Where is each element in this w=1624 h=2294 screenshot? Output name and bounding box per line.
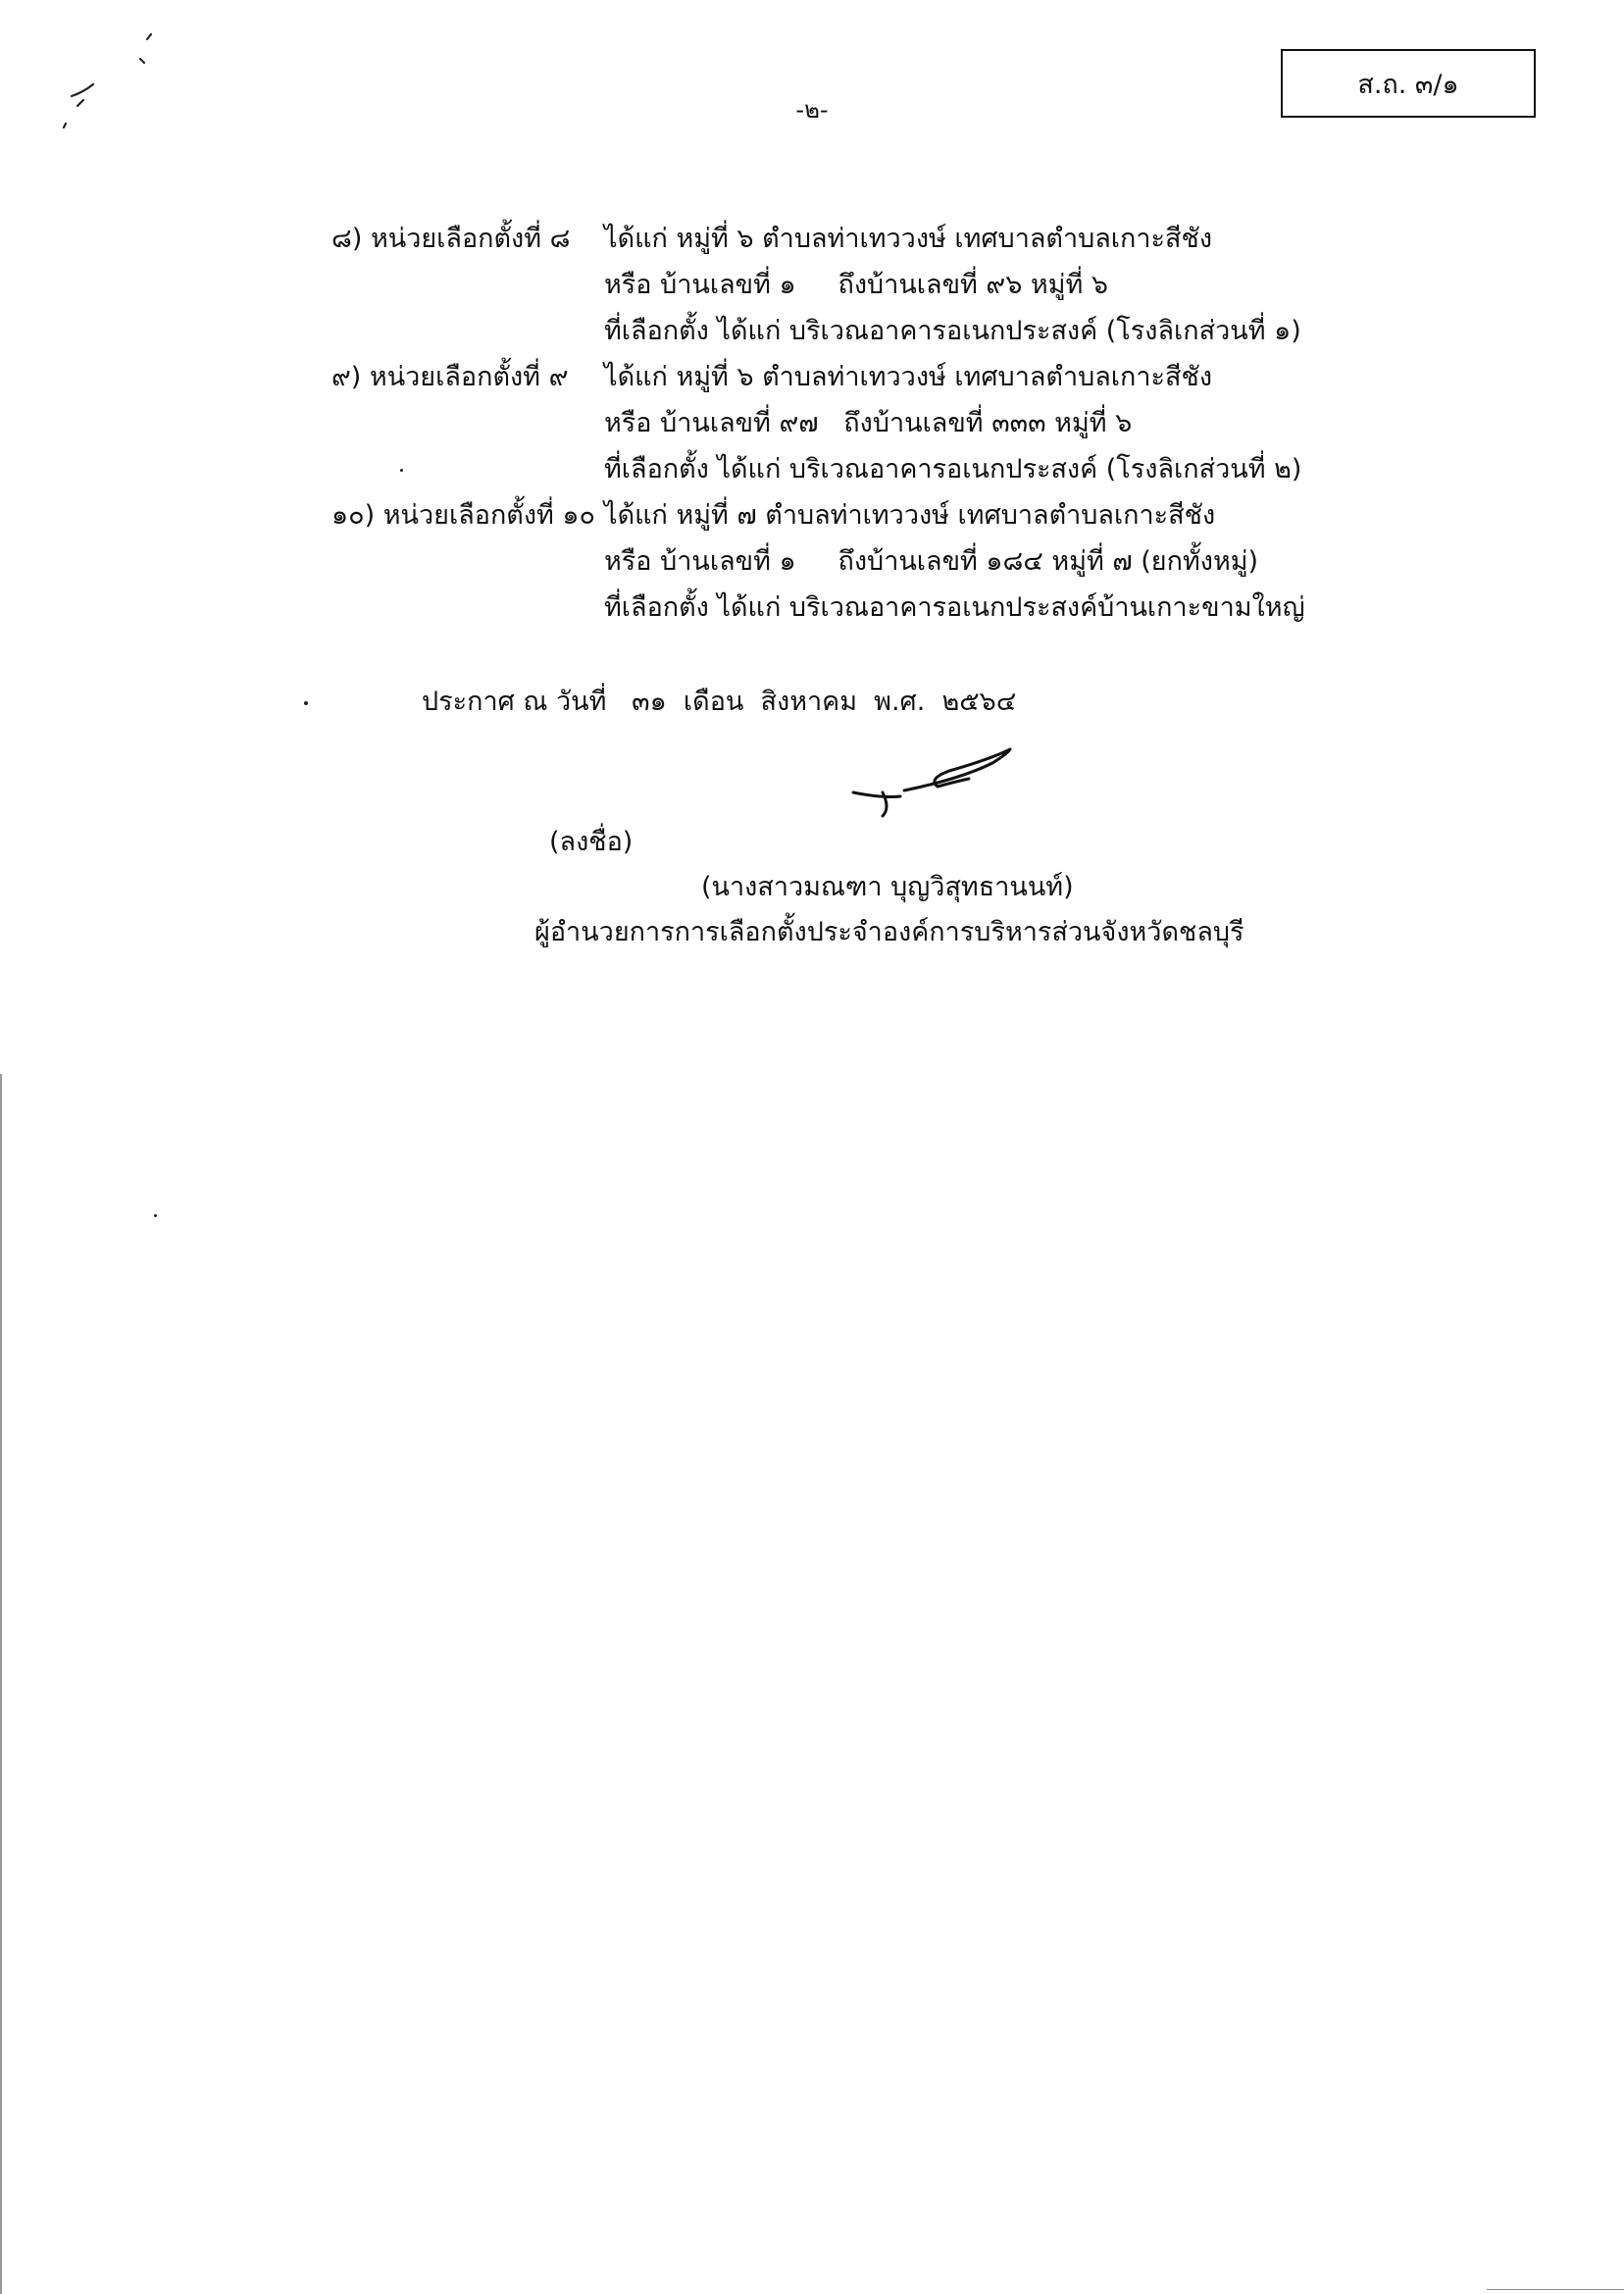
signature-label: (ลงชื่อ) xyxy=(549,827,634,857)
polling-unit-house-range: หรือ บ้านเลขที่ ๙๗ ถึงบ้านเลขที่ ๓๓๓ หมู่ที่ ๖ xyxy=(604,408,1133,438)
polling-unit-area: ได้แก่ หมู่ที่ ๖ ตำบลท่าเทววงษ์ เทศบาลตำบลเกาะสีชัง xyxy=(604,362,1213,392)
polling-unit-location: ที่เลือกตั้ง ได้แก่ บริเวณอาคารอเนกประสงค์ (โรงลิเกส่วนที่ ๑) xyxy=(604,316,1301,346)
polling-unit-house-range: หรือ บ้านเลขที่ ๑ ถึงบ้านเลขที่ ๑๘๔ หมู่ที่ ๗ (ยกทั้งหมู่) xyxy=(604,546,1259,577)
scan-speck xyxy=(304,701,308,705)
polling-unit-entry xyxy=(331,354,1371,492)
polling-unit-label: ๑๐) หน่วยเลือกตั้งที่ ๑๐ xyxy=(331,500,596,531)
polling-unit-label: ๙) หน่วยเลือกตั้งที่ ๙ xyxy=(331,362,569,392)
polling-unit-entry xyxy=(331,492,1371,631)
handwritten-signature xyxy=(843,741,1020,820)
polling-unit-area: ได้แก่ หมู่ที่ ๗ ตำบลท่าเทววงษ์ เทศบาลตำบลเกาะสีชัง xyxy=(604,500,1216,531)
polling-unit-details xyxy=(604,492,1371,631)
polling-unit-location: ที่เลือกตั้ง ได้แก่ บริเวณอาคารอเนกประสงค์ (โรงลิเกส่วนที่ ๒) xyxy=(604,454,1302,484)
polling-unit-details xyxy=(604,216,1371,354)
polling-unit-label: ๘) หน่วยเลือกตั้งที่ ๘ xyxy=(331,224,571,254)
scan-edge-line xyxy=(0,1074,2,2294)
signer-title: ผู้อำนวยการการเลือกตั้งประจำองค์การบริหารส่วนจังหวัดชลบุรี xyxy=(534,917,1244,947)
polling-unit-area: ได้แก่ หมู่ที่ ๖ ตำบลท่าเทววงษ์ เทศบาลตำบลเกาะสีชัง xyxy=(604,224,1213,254)
form-code: ส.ถ. ๓/๑ xyxy=(1357,69,1459,100)
scan-speck xyxy=(154,1214,157,1217)
polling-unit-list xyxy=(331,216,1371,631)
announcement-date: ประกาศ ณ วันที่ ๓๑ เดือน สิงหาคม พ.ศ. ๒๕๖๔ xyxy=(422,687,1017,717)
polling-unit-details xyxy=(604,354,1371,492)
scan-edge-line-bottom xyxy=(1487,2289,1624,2290)
polling-unit-house-range: หรือ บ้านเลขที่ ๑ ถึงบ้านเลขที่ ๙๖ หมู่ที่ ๖ xyxy=(604,270,1109,300)
polling-unit-location: ที่เลือกตั้ง ได้แก่ บริเวณอาคารอเนกประสงค์บ้านเกาะขามใหญ่ xyxy=(604,592,1305,623)
page-number: -๒- xyxy=(795,96,829,124)
polling-unit-entry xyxy=(331,216,1371,354)
signer-name: (นางสาวมณฑา บุญวิสุทธานนท์) xyxy=(701,872,1074,902)
